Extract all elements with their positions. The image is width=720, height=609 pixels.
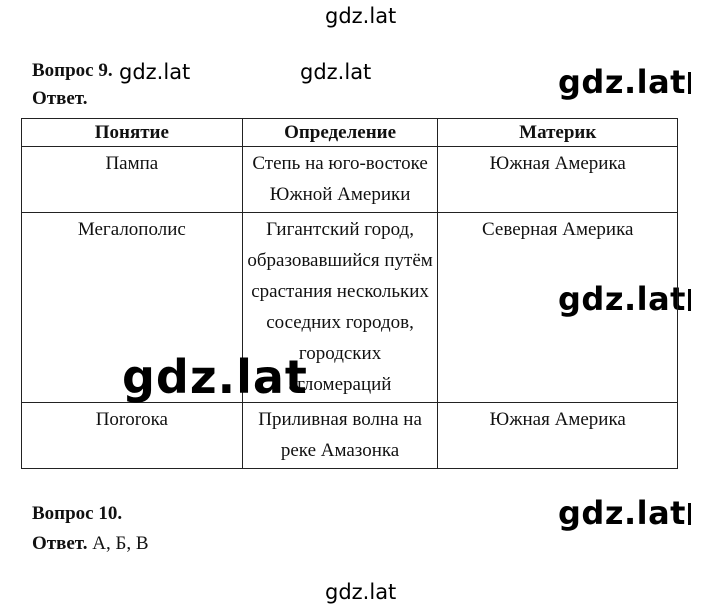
table-row: [22, 147, 678, 213]
watermark-center-big: gdz.lat: [122, 350, 308, 404]
watermark-q9-mid: gdz.lat: [300, 60, 372, 84]
definition-line: Южной Америки: [269, 184, 411, 205]
cell-continent: Северная Америка: [438, 213, 678, 403]
watermark-right-mid: gdz.lat: [558, 280, 691, 318]
watermark-right-top: gdz.lat: [558, 63, 691, 101]
definition-line: реке Амазонка: [280, 440, 400, 461]
watermark-q9-inline: gdz.lat: [119, 60, 191, 84]
cell-term: Мегалополис: [22, 213, 243, 403]
definition-line: образовавшийся путём: [247, 250, 433, 271]
question-10-answer: [32, 533, 149, 555]
definitions-table: [21, 118, 678, 469]
question-9-title: Вопрос 9.: [32, 60, 113, 81]
definition-line: Степь на юго-востоке: [252, 153, 428, 174]
header-definition: Определение: [242, 119, 438, 147]
cell-definition: [242, 147, 438, 213]
question-10-title: Вопрос 10.: [32, 503, 123, 524]
cell-continent: Южная Америка: [438, 147, 678, 213]
question-10-answer-label: Ответ.: [32, 533, 88, 554]
definition-line: городских: [298, 343, 382, 364]
question-9-answer-label: Ответ.: [32, 88, 88, 109]
table-header-row: [22, 119, 678, 147]
question-10-answer-value: А, Б, В: [87, 533, 149, 554]
cell-term: Пororока: [22, 403, 243, 469]
header-continent: Материк: [438, 119, 678, 147]
cell-continent: Южная Америка: [438, 403, 678, 469]
cell-term: Пампа: [22, 147, 243, 213]
definition-line: соседних городов,: [266, 312, 414, 333]
watermark-right-bottom: gdz.lat: [558, 494, 691, 532]
table-row: [22, 403, 678, 469]
definition-line: Приливная волна на: [258, 409, 422, 430]
cell-definition: [242, 403, 438, 469]
watermark-top: gdz.lat: [325, 4, 397, 28]
watermark-bottom: gdz.lat: [325, 580, 397, 604]
table-row: [22, 213, 678, 403]
header-term: Понятие: [22, 119, 243, 147]
definition-line: срастания нескольких: [251, 281, 429, 302]
definition-line: Гигантский город,: [266, 219, 414, 240]
definition-line: агломераций: [288, 374, 392, 395]
